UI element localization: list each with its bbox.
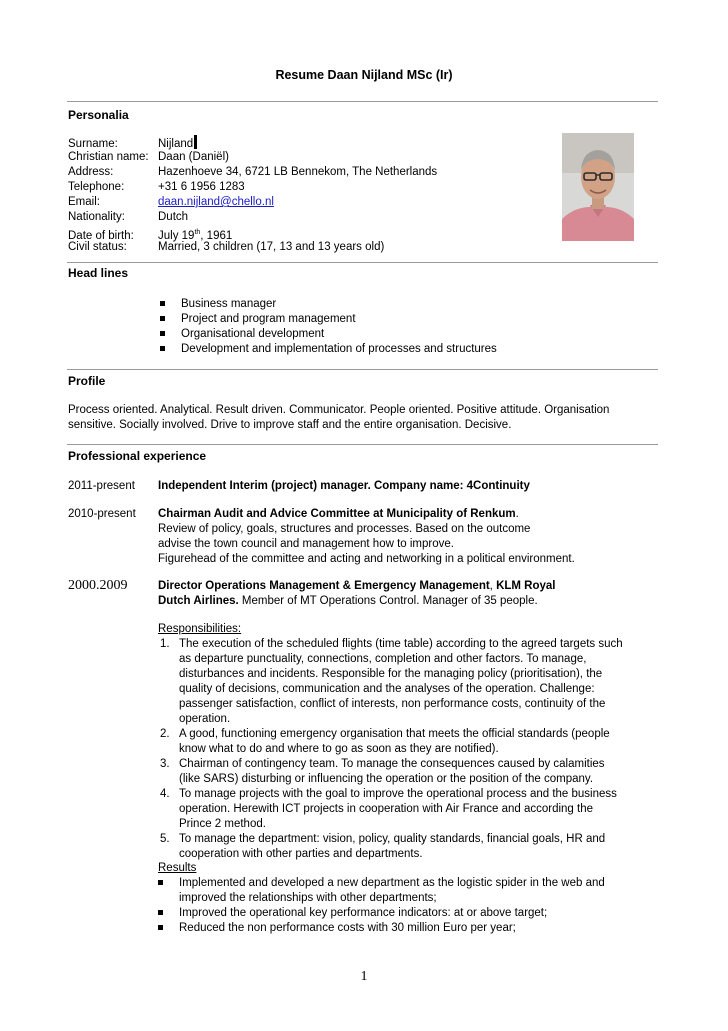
list-item: Reduced the non performance costs with 30 million Euro per year;: [158, 921, 658, 936]
section-heading-experience: Professional experience: [68, 449, 207, 463]
responsibilities-title: Responsibilities:: [158, 623, 242, 635]
experience-heading: Director Operations Management & Emergency Management, KLM Royal: [158, 580, 556, 592]
field-telephone: [68, 180, 245, 195]
profile-photo: [562, 133, 634, 241]
list-item: Implemented and developed a new department as the logistic spider in the web and improved the relationships with other departments;: [158, 876, 658, 906]
list-item: Business manager: [160, 297, 497, 312]
dob-year: , 1961: [200, 229, 233, 242]
experience-line: Figurehead of the committee and acting and networking in a political environment.: [158, 553, 575, 565]
field-label: Email:: [68, 196, 100, 208]
list-item: 1. The execution of the scheduled flights (time table) according to the agreed targets such as departure punctuality, connections, completion and other factors. To manage, disturbances and incidents. Responsible for the managing policy (prioritisation), the quality of decisions, communication and the analyses of the operation. Challenge: passenger satisfaction, conflict of interests, non performance costs, continuity of the operation.: [160, 638, 623, 725]
experience-heading: Chairman Audit and Advice Committee at Municipality of Renkum.: [158, 508, 519, 520]
bullet-icon: [160, 331, 165, 336]
field-value: Married, 3 children (17, 13 and 13 years old): [158, 241, 385, 253]
field-christian-name: [68, 150, 229, 165]
field-label: Address:: [68, 166, 114, 178]
list-item: Development and implementation of processes and structures: [160, 342, 497, 357]
list-item: 5. To manage the department: vision, policy, quality standards, financial goals, HR and cooperation with other parties and departments.: [160, 833, 606, 860]
field-label: Surname:: [68, 138, 118, 150]
list-item: Project and program management: [160, 312, 497, 327]
experience-entry: [158, 507, 658, 567]
bullet-icon: [158, 880, 163, 885]
section-heading-profile: Profile: [68, 374, 106, 388]
list-item: Organisational development: [160, 327, 497, 342]
experience-entry: [158, 579, 658, 609]
text-cursor: [194, 135, 197, 149]
headlines-list: [160, 297, 497, 357]
divider: [67, 262, 658, 263]
experience-date: 2010-present: [68, 508, 136, 520]
document-title: Resume Daan Nijland MSc (Ir): [275, 68, 453, 82]
experience-date: 2011-present: [68, 480, 135, 492]
field-label: Christian name:: [68, 151, 149, 163]
responsibilities-list: [158, 637, 658, 862]
field-civil-status: [68, 240, 384, 255]
dob-suffix: th: [194, 229, 201, 236]
field-value: Nijland: [158, 138, 194, 150]
field-address: [68, 165, 437, 180]
results-list: [158, 876, 658, 936]
list-item: 4. To manage projects with the goal to improve the operational process and the business operation. Herewith ICT projects in cooperation with Air France and according the Prince 2 method.: [160, 788, 617, 830]
bullet-icon: [158, 925, 163, 930]
experience-heading: Dutch Airlines. Member of MT Operations Control. Manager of 35 people.: [158, 595, 538, 607]
field-email: [68, 195, 274, 210]
section-heading-headlines: Head lines: [68, 266, 129, 280]
profile-text: [68, 403, 660, 433]
field-label: Telephone:: [68, 181, 125, 193]
divider: [67, 101, 658, 102]
field-value: Hazenhoeve 34, 6721 LB Bennekom, The Netherlands: [158, 166, 438, 178]
field-value: Daan (Daniël): [158, 151, 229, 163]
divider: [67, 444, 658, 445]
experience-date: 2000.2009: [68, 578, 128, 593]
portrait-image: [562, 133, 634, 241]
divider: [67, 369, 658, 370]
field-label: Date of birth:: [68, 229, 134, 242]
bullet-icon: [160, 301, 165, 306]
experience-line: advise the town council and management how to improve.: [158, 538, 454, 550]
page-number: 1: [360, 969, 368, 984]
list-item: Improved the operational key performance indicators: at or above target;: [158, 906, 658, 921]
profile-line: Process oriented. Analytical. Result driven. Communicator. People oriented. Positive attitude. Organisation: [68, 404, 610, 416]
results-title: Results: [158, 862, 197, 874]
profile-line: sensitive. Socially involved. Drive to improve staff and the entire organisation. Decisive.: [68, 419, 512, 431]
field-nationality: [68, 210, 188, 225]
list-item: 3. Chairman of contingency team. To manage the consequences caused by calamities (like SARS) disturbing or influencing the operation or the position of the company.: [160, 758, 605, 785]
field-label: Nationality:: [68, 211, 125, 223]
bullet-icon: [160, 316, 165, 321]
section-heading-personalia: Personalia: [68, 108, 129, 122]
experience-heading: Independent Interim (project) manager. Company name: 4Continuity: [158, 480, 530, 492]
list-item: 2. A good, functioning emergency organisation that meets the official standards (people know what to do and where to go as soon as they are notified).: [160, 728, 610, 755]
field-value: Dutch: [158, 211, 189, 223]
bullet-icon: [158, 910, 163, 915]
bullet-icon: [160, 346, 165, 351]
email-link[interactable]: daan.nijland@chello.nl: [158, 196, 274, 208]
experience-line: Review of policy, goals, structures and processes. Based on the outcome: [158, 523, 531, 535]
field-value: +31 6 1956 1283: [158, 181, 245, 193]
field-label: Civil status:: [68, 241, 127, 253]
dob-day: July 19: [158, 229, 195, 242]
